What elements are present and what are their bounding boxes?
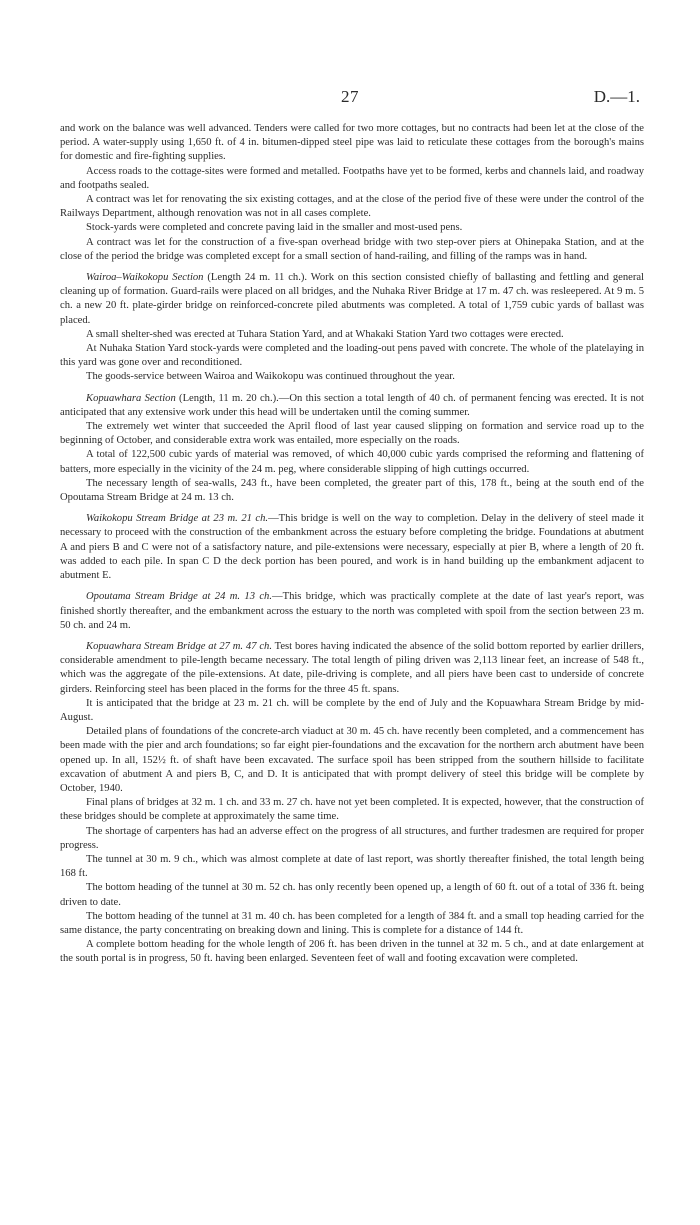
paragraph [60,392,644,420]
paragraph [60,122,644,165]
paragraph-text: A contract was let for the construction of a five-span overhead bridge with two step-over piers at Ohinepaka Station, and at the close of the period the bridge was completed except for a small section of hand-railing, and filling of the ramps was in hand. [60,236,644,262]
paragraph [60,448,644,476]
paragraph [60,328,644,342]
paragraph-text: Test bores having indicated the absence of the solid bottom reported by earlier drillers, considerable amendment to pile-length became necessary. The total length of piling driven was 2,113 linear feet, an increase of 548 ft., which was the aggregate of the pile-extensions. At date, pile-driving is complete, and all piers have been cast to underside of concrete girders. Reinforcing steel has been placed in the forms for the three 45 ft. spans. [60,640,644,695]
paragraph [60,236,644,264]
paragraph-text: Access roads to the cottage-sites were formed and metalled. Footpaths have yet to be formed, kerbs and channels laid, and roadway and footpaths sealed. [60,165,644,191]
paragraph [60,725,644,796]
paragraph [60,512,644,583]
page-number: 27 [341,87,359,106]
paragraph-text: —This bridge is well on the way to completion. Delay in the delivery of steel made it necessary to proceed with the construction of the embankment across the estuary before completing the bridge. Foundations at abutment A and piers B and C were not of a satisfactory nature, and pile-extensions were necessary, especially at pier B, where a length of 20 ft. was added to each pile. In span C D the deck portion has been poured, and work is in hand building up the embankment adjacent to abutment E. [60,513,644,582]
paragraph [60,477,644,505]
paragraph [60,825,644,853]
paragraph-text: At Nuhaka Station Yard stock-yards were completed and the loading-out pens paved with concrete. The whole of the platelaying in this yard was gone over and reconditioned. [60,343,644,369]
section-heading: Opoutama Stream Bridge at 24 m. 13 ch. [86,591,272,603]
body-text [60,122,644,967]
section-heading: Kopuawhara Stream Bridge at 27 m. 47 ch. [86,640,272,652]
paragraph [60,221,644,235]
paragraph [60,938,644,966]
paragraph-text: The shortage of carpenters has had an adverse effect on the progress of all structures, and further tradesmen are required for proper progress. [60,825,644,851]
paragraph [60,370,644,384]
paragraph [60,796,644,824]
paragraph [60,271,644,328]
paragraph-text: The tunnel at 30 m. 9 ch., which was almost complete at date of last report, was shortly thereafter finished, the total length being 168 ft. [60,853,644,880]
paragraph-text: A complete bottom heading for the whole length of 206 ft. has been driven in the tunnel at 32 m. 5 ch., and at date enlargement at the south portal is in progress, 50 ft. having been enlarged. Seventeen feet of wall and footing excavation were completed. [60,939,644,965]
paragraph [60,420,644,448]
paragraph-text: Final plans of bridges at 32 m. 1 ch. and 33 m. 27 ch. have not yet been completed. It is expected, however, that the construction of these bridges should be complete at approximately the same time. [60,797,644,823]
document-reference: D.—1. [593,87,640,106]
paragraph-text: Detailed plans of foundations of the concrete-arch viaduct at 30 m. 45 ch. have recently been completed, and a commencement has been made with the pier and arch foundations; so far eight pier-foundations and the excavation for the northern arch abutment have been opened up. In all, 152½ ft. of shaft have been excavated. The surface spoil has been stripped from the southern hillside to facilitate excavation of abutment A and piers B, C, and D. It is anticipated that with prompt delivery of steel this bridge will be complete by October, 1940. [60,726,644,794]
paragraph [60,590,644,633]
paragraph-text: The goods-service between Wairoa and Waikokopu was continued throughout the year. [86,371,455,383]
paragraph [60,193,644,221]
paragraph [60,640,644,697]
paragraph-text: and work on the balance was well advanced. Tenders were called for two more cottages, but no contracts had been let at the close of the period. A water-supply using 1,650 ft. of 4 in. bitumen-dipped steel pipe was laid to reticulate these cottages from the borough's mains for domestic and fire-fighting supplies. [60,123,644,163]
paragraph [60,881,644,909]
paragraph [60,697,644,725]
paragraph-text: —This bridge, which was practically complete at the date of last year's report, was finished shortly thereafter, and the embankment across the estuary to the north was completed with spoil from the section between 23 m. 50 ch. and 24 m. [60,591,644,631]
paragraph [60,165,644,193]
section-heading: Waikokopu Stream Bridge at 23 m. 21 ch. [86,513,269,525]
paragraph-text: (Length 24 m. 11 ch.). Work on this section consisted chiefly of ballasting and fettling and general cleaning up of formation. Guard-rails were placed on all bridges, and the Nuhaka River Bridge at 17 m. 47 ch. was resleepered. At 9 m. 5 ch. a new 20 ft. plate-girder bridge on reinforced-concrete piled abutments was completed. A total of 1,759 cubic yards of ballast was placed. [60,272,644,326]
paragraph [60,853,644,881]
paragraph-text: A small shelter-shed was erected at Tuhara Station Yard, and at Whakaki Station Yard two cottages were erected. [86,328,564,340]
paragraph-text: The necessary length of sea-walls, 243 ft., have been completed, the greater part of this, 178 ft., being at the south end of the Opoutama Stream Bridge at 24 m. 13 ch. [60,477,644,504]
paragraph [60,342,644,370]
paragraph-text: The bottom heading of the tunnel at 31 m. 40 ch. has been completed for a length of 384 ft. and a small top heading carried for the same distance, the party concentrating on breaking down and lining. This is complete for a distance of 144 ft. [60,910,644,936]
paragraph-text: A contract was let for renovating the six existing cottages, and at the close of the period five of these were under the control of the Railways Department, although renovation was not in all cases complete. [60,194,644,220]
paragraph [60,910,644,938]
paragraph-text: Stock-yards were completed and concrete paving laid in the smaller and most-used pens. [86,222,463,234]
section-heading: Kopuawhara Section [86,392,176,404]
paragraph-text: A total of 122,500 cubic yards of material was removed, of which 40,000 cubic yards comprised the reforming and flattening of batters, more especially in the vicinity of the 24 m. peg, where considerable slipping of high cuttings occurred. [60,449,644,475]
paragraph-text: It is anticipated that the bridge at 23 m. 21 ch. will be complete by the end of July and the Kopuawhara Stream Bridge by mid-August. [60,697,644,723]
paragraph-text: The extremely wet winter that succeeded the April flood of last year caused slipping on formation and service road up to the beginning of October, and considerable extra work was entailed, more especially on the roads. [60,421,644,447]
section-heading: Wairoa–Waikokopu Section [86,272,204,284]
paragraph-text: The bottom heading of the tunnel at 30 m. 52 ch. has only recently been opened up, a length of 60 ft. out of a total of 336 ft. being driven to date. [60,882,644,908]
paragraph-text: (Length, 11 m. 20 ch.).—On this section a total length of 40 ch. of permanent fencing was erected. It is not anticipated that any extensive work under this head will be undertaken until the coming summer. [60,392,644,418]
